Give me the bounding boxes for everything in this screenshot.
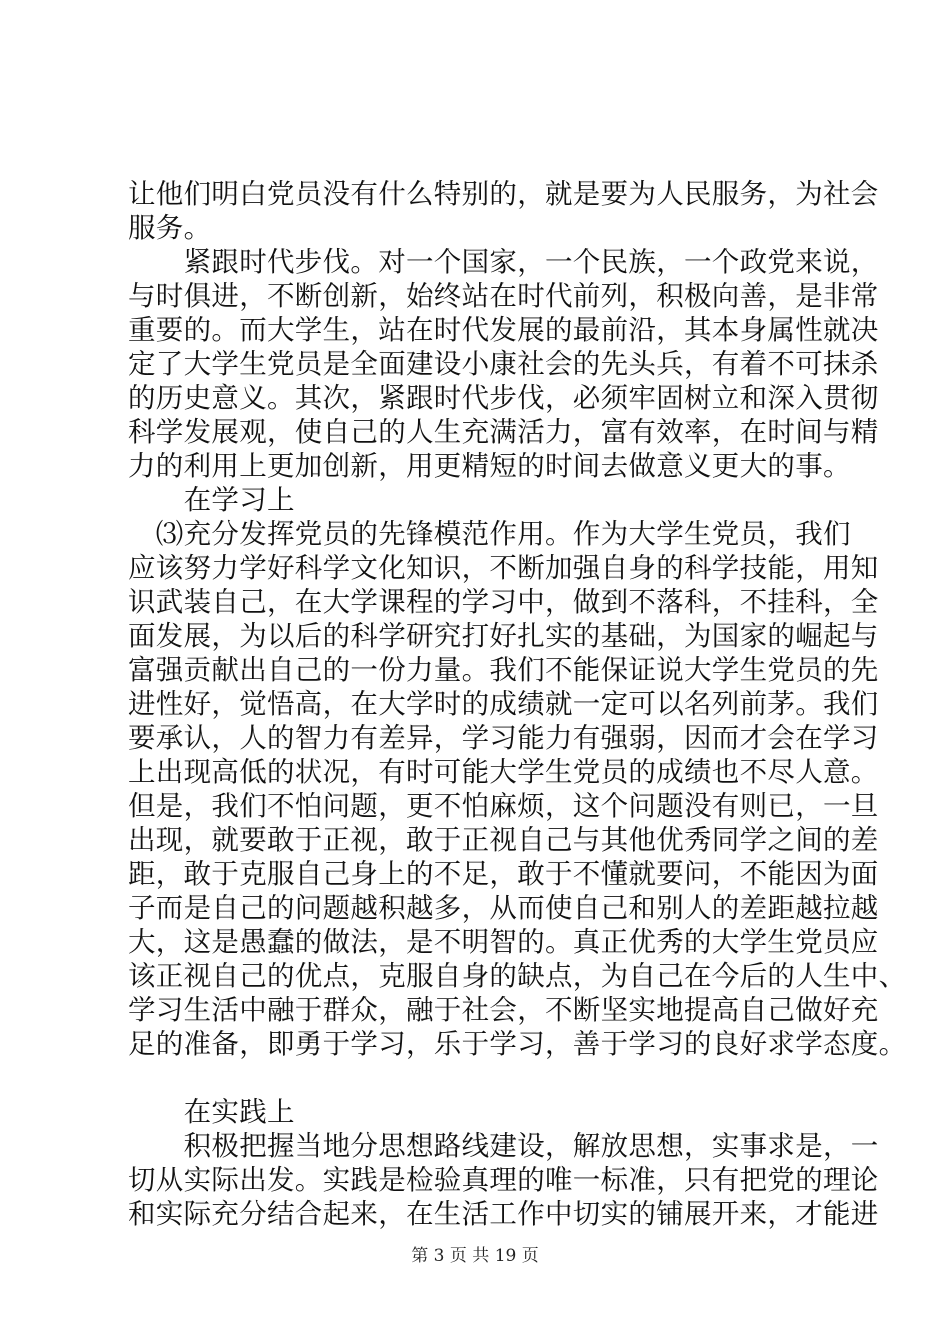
text-line: 要承认，人的智力有差异，学习能力有强弱，因而才会在学习: [128, 722, 879, 754]
text-line: 切从实际出发。实践是检验真理的唯一标准，只有把党的理论: [128, 1164, 879, 1196]
text-line: 但是，我们不怕问题，更不怕麻烦，这个问题没有则已，一旦: [128, 790, 879, 822]
text-line: 和实际充分结合起来，在生活工作中切实的铺展开来，才能进: [128, 1198, 879, 1230]
section-heading: 在学习上: [128, 484, 295, 516]
text-line: 定了大学生党员是全面建设小康社会的先头兵，有着不可抹杀: [128, 348, 879, 380]
text-line: 让他们明白党员没有什么特别的，就是要为人民服务，为社会: [128, 178, 879, 210]
text-line: 该正视自己的优点，克服自身的缺点，为自己在今后的人生中、: [128, 960, 907, 992]
text-line: 与时俱进，不断创新，始终站在时代前列，积极向善，是非常: [128, 280, 879, 312]
text-line: 子而是自己的问题越积越多，从而使自己和别人的差距越拉越: [128, 892, 879, 924]
text-line: 的历史意义。其次，紧跟时代步伐，必须牢固树立和深入贯彻: [128, 382, 879, 414]
text-line: 重要的。而大学生，站在时代发展的最前沿，其本身属性就决: [128, 314, 879, 346]
text-line: 富强贡献出自己的一份力量。我们不能保证说大学生党员的先: [128, 654, 879, 686]
text-line: 力的利用上更加创新，用更精短的时间去做意义更大的事。: [128, 450, 851, 482]
text-line: 大，这是愚蠢的做法，是不明智的。真正优秀的大学生党员应: [128, 926, 879, 958]
text-line: 积极把握当地分思想路线建设，解放思想，实事求是，一: [128, 1130, 879, 1162]
text-line: 距，敢于克服自己身上的不足，敢于不懂就要问，不能因为面: [128, 858, 879, 890]
text-line: 学习生活中融于群众，融于社会，不断坚实地提高自己做好充: [128, 994, 879, 1026]
text-line: 进性好，觉悟高，在大学时的成绩就一定可以名列前茅。我们: [128, 688, 879, 720]
section-heading: 在实践上: [128, 1096, 295, 1128]
text-line: ⑶充分发挥党员的先锋模范作用。作为大学生党员，我们: [128, 518, 851, 550]
text-line: 识武装自己，在大学课程的学习中，做到不落科，不挂科，全: [128, 586, 879, 618]
text-line: 出现，就要敢于正视，敢于正视自己与其他优秀同学之间的差: [128, 824, 879, 856]
text-line: 上出现高低的状况，有时可能大学生党员的成绩也不尽人意。: [128, 756, 879, 788]
text-line: 足的准备，即勇于学习，乐于学习，善于学习的良好求学态度。: [128, 1028, 907, 1060]
text-line: 科学发展观，使自己的人生充满活力，富有效率，在时间与精: [128, 416, 879, 448]
text-line: 面发展，为以后的科学研究打好扎实的基础，为国家的崛起与: [128, 620, 879, 652]
text-line: 紧跟时代步伐。对一个国家，一个民族，一个政党来说，: [128, 246, 879, 278]
page-footer: 第 3 页 共 19 页: [411, 1246, 539, 1266]
text-line: 应该努力学好科学文化知识，不断加强自身的科学技能，用知: [128, 552, 879, 584]
text-line: 服务。: [128, 212, 212, 244]
